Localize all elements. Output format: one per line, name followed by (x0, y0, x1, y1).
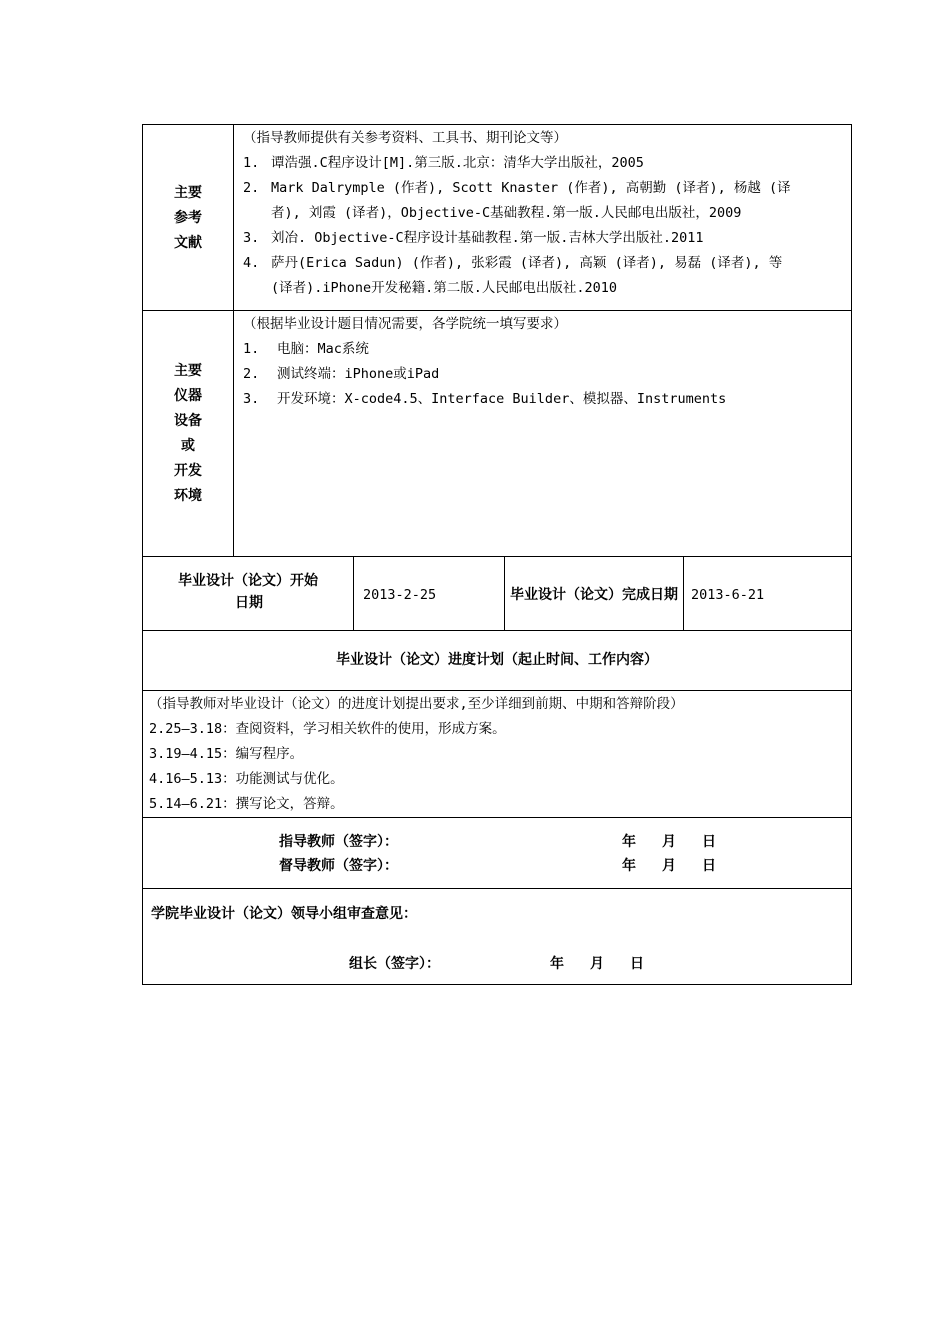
end-date-label: 毕业设计（论文）完成日期 (510, 587, 678, 603)
row-divider (143, 630, 851, 631)
plan-item: 4.16—5.13：功能测试与优化。 (149, 771, 344, 787)
column-divider (683, 556, 684, 630)
plan-item: 5.14—6.21：撰写论文，答辩。 (149, 796, 344, 812)
reference-item: 4. 萨丹(Erica Sadun) (作者), 张彩霞 (译者), 高颖 (译者), 易磊 (译者), 等 (243, 255, 783, 271)
advisor-date-year: 年 (622, 834, 636, 850)
column-divider (233, 125, 234, 556)
supervisor-signature-label: 督导教师（签字）： (279, 858, 398, 874)
supervisor-date-day: 日 (702, 858, 716, 874)
column-divider (353, 556, 354, 630)
references-label: 主要 参考 文献 (174, 185, 202, 251)
review-date-month: 月 (590, 956, 604, 972)
equipment-item: 2. 测试终端：iPhone或iPad (243, 366, 440, 382)
start-date-label: 毕业设计（论文）开始 日期 (178, 573, 318, 611)
row-divider (143, 817, 851, 818)
equipment-label: 主要 仪器 设备 或 开发 环境 (174, 363, 202, 504)
reference-item: 2. Mark Dalrymple (作者), Scott Knaster (作者), 高朝勤 (译者), 杨越 (译 (243, 180, 791, 196)
equipment-hint: （根据毕业设计题目情况需要，各学院统一填写要求） (243, 316, 567, 332)
equipment-item: 3. 开发环境：X-code4.5、Interface Builder、模拟器、Instruments (243, 391, 727, 407)
plan-item: 2.25—3.18：查阅资料，学习相关软件的使用，形成方案。 (149, 721, 506, 737)
row-divider (143, 310, 851, 311)
advisor-date-day: 日 (702, 834, 716, 850)
review-title: 学院毕业设计（论文）领导小组审查意见： (151, 906, 417, 922)
end-date-value: 2013-6-21 (691, 587, 765, 603)
plan-hint: （指导教师对毕业设计（论文）的进度计划提出要求,至少详细到前期、中期和答辩阶段） (149, 696, 684, 712)
form-table (142, 124, 852, 985)
row-divider (143, 556, 851, 557)
review-date-year: 年 (550, 956, 564, 972)
reference-item-continued: 者), 刘霞 (译者)，Objective-C基础教程.第一版.人民邮电出版社，2009 (271, 205, 742, 221)
advisor-signature-label: 指导教师（签字）： (279, 834, 398, 850)
leader-signature-label: 组长（签字）： (349, 956, 440, 972)
start-date-value: 2013-2-25 (363, 587, 437, 603)
supervisor-date-year: 年 (622, 858, 636, 874)
row-divider (143, 888, 851, 889)
plan-title: 毕业设计（论文）进度计划（起止时间、工作内容） (336, 652, 658, 668)
plan-content (149, 692, 684, 817)
plan-item: 3.19—4.15：编写程序。 (149, 746, 304, 762)
equipment-item: 1. 电脑：Mac系统 (243, 341, 369, 357)
row-divider (143, 690, 851, 691)
supervisor-date-month: 月 (662, 858, 676, 874)
references-hint: （指导教师提供有关参考资料、工具书、期刊论文等） (243, 130, 567, 146)
reference-item: 1. 谭浩强.C程序设计[M].第三版.北京：清华大学出版社，2005 (243, 155, 644, 171)
reference-item-continued: (译者).iPhone开发秘籍.第二版.人民邮电出版社.2010 (271, 280, 618, 296)
advisor-date-month: 月 (662, 834, 676, 850)
references-content (243, 126, 791, 301)
review-date-day: 日 (630, 956, 644, 972)
reference-item: 3. 刘冶. Objective-C程序设计基础教程.第一版.吉林大学出版社.2011 (243, 230, 704, 246)
equipment-content (243, 312, 726, 412)
